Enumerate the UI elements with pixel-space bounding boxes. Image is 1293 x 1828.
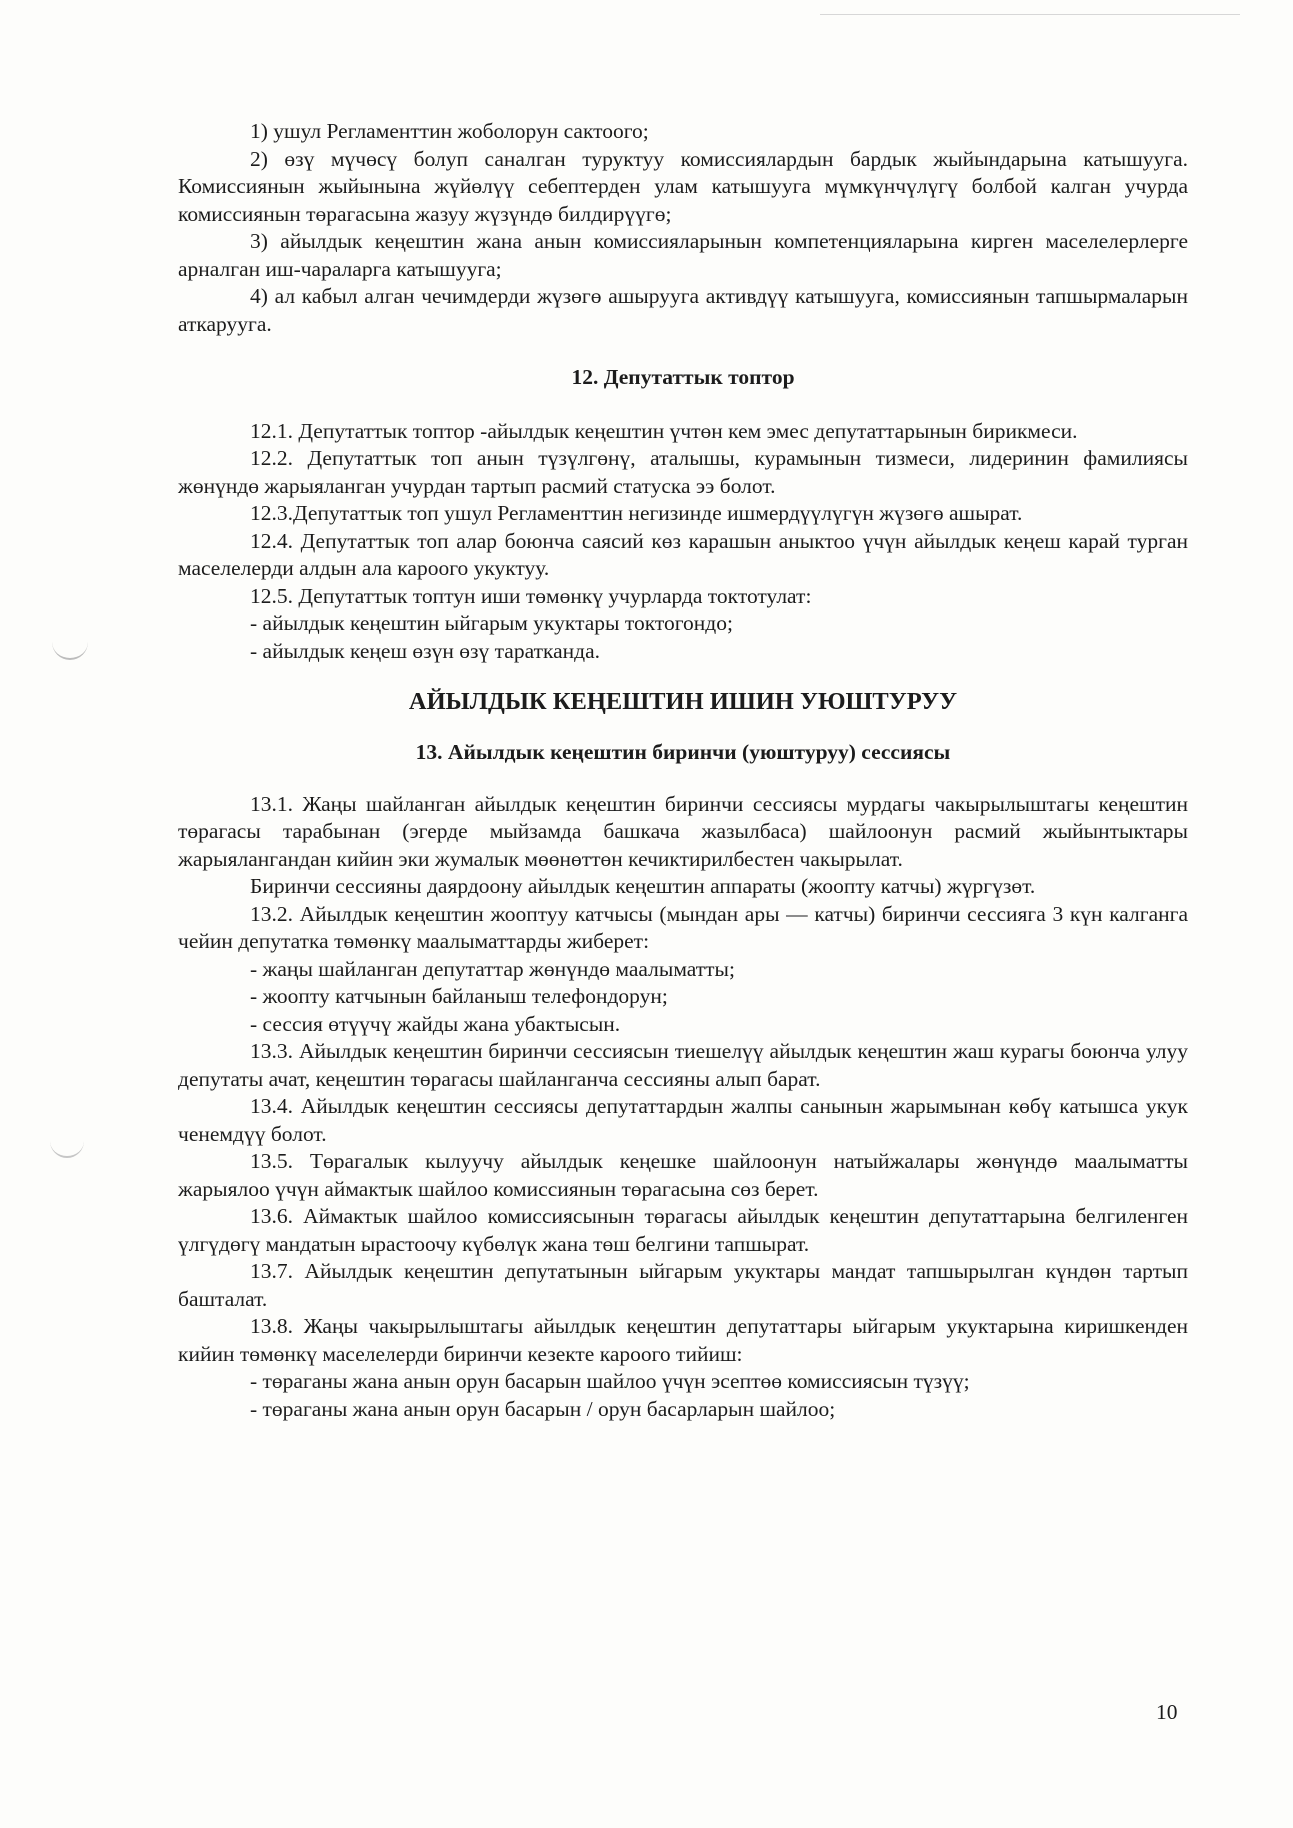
paragraph: 13.6. Аймактык шайлоо комиссиясынын төрагасы айылдык кеңештин депутаттарына белгиленген үлгүдөгү мандатын ырастоочу күбөлүк жана төш белгини тапшырат. xyxy=(178,1204,1188,1256)
paragraph: 13.2. Айылдык кеңештин жооптуу катчысы (мындан ары — катчы) биринчи сессияга 3 күн калганга чейин депутатка төмөнкү маалыматтарды жиберет: xyxy=(178,901,1188,953)
main-heading: АЙЫЛДЫК КЕҢЕШТИН ИШИН УЮШТУРУУ xyxy=(408,688,958,715)
paragraph: 12.4. Депутаттык топ алар боюнча саясий көз карашын аныктоо үчүн айылдык кеңеш карай турган маселелерди алдын ала кароого укуктуу. xyxy=(178,528,1188,580)
paragraph: 13.3. Айылдык кеңештин биринчи сессиясын тиешелүү айылдык кеңештин жаш курагы боюнча улуу депутаты ачат, кеңештин төрагасы шайланганча сессияны алып барат. xyxy=(178,1039,1188,1091)
page-number: 10 xyxy=(1156,1700,1178,1724)
scan-mark xyxy=(52,640,88,660)
paragraph: 12.5. Депутаттык топтун иши төмөнкү учурларда токтотулат: xyxy=(250,583,812,608)
paragraph: 13.1. Жаңы шайланган айылдык кеңештин биринчи сессиясы мурдагы чакырылыштагы кеңештин төрагасы тарабынан (эгерде мыйзамда башкача жазылбаса) шайлоонун расмий жыйынтыктары жарыялангандан кийин эки жумалык мөөнөттөн кечиктирилбестен чакырылат. xyxy=(178,791,1188,871)
dash-item: - айылдык кеңеш өзүн өзү таратканда. xyxy=(250,638,600,663)
dash-item: - төраганы жана анын орун басарын / орун басарларын шайлоо; xyxy=(250,1396,836,1421)
list-item: 1) ушул Регламенттин жоболорун сактоого; xyxy=(250,119,649,143)
section-heading-13: 13. Айылдык кеңештин биринчи (уюштуруу) сессиясы xyxy=(415,740,951,764)
paragraph: 12.2. Депутаттык топ анын түзүлгөнү, аталышы, курамынын тизмеси, лидеринин фамилиясы жөнүндө жарыяланган учурдан тартып расмий статуска ээ болот. xyxy=(178,446,1188,498)
paragraph: 12.1. Депутаттык топтор -айылдык кеңештин үчтөн кем эмес депутаттарынын бирикмеси. xyxy=(250,418,1078,443)
paragraph: 13.8. Жаңы чакырылыштагы айылдык кеңештин депутаттары ыйгарым укуктарына киришкенден кийин төмөнкү маселелерди биринчи кезекте кароого тийиш: xyxy=(178,1314,1188,1366)
document-body xyxy=(178,118,1188,1423)
dash-item: - сессия өтүүчү жайды жана убактысын. xyxy=(250,1011,621,1036)
scan-mark xyxy=(50,1140,84,1158)
list-item: 3) айылдык кеңештин жана анын комиссияларынын компетенцияларына кирген маселелерлерге арналган иш-чараларга катышууга; xyxy=(178,229,1188,281)
dash-item: - жаңы шайланган депутаттар жөнүндө маалыматты; xyxy=(250,956,735,981)
paragraph: 13.4. Айылдык кеңештин сессиясы депутаттардын жалпы санынын жарымынан көбү катышса укук ченемдүү болот. xyxy=(178,1094,1188,1146)
scan-edge-line xyxy=(820,14,1240,15)
paragraph: 13.5. Төрагалык кылуучу айылдык кеңешке шайлоонун натыйжалары жөнүндө маалыматты жарыялоо үчүн аймактык шайлоо комиссиянын төрагасына сөз берет. xyxy=(178,1149,1188,1201)
paragraph: 13.7. Айылдык кеңештин депутатынын ыйгарым укуктары мандат тапшырылган күндөн тартып башталат. xyxy=(178,1259,1188,1311)
section-heading-12: 12. Депутаттык топтор xyxy=(571,365,795,389)
dash-item: - айылдык кеңештин ыйгарым укуктары токтогондо; xyxy=(250,611,733,635)
dash-item: - төраганы жана анын орун басарын шайлоо үчүн эсептөө комиссиясын түзүү; xyxy=(250,1369,970,1393)
paragraph: Биринчи сессияны даярдоону айылдык кеңештин аппараты (жоопту катчы) жүргүзөт. xyxy=(250,874,1036,898)
dash-item: - жоопту катчынын байланыш телефондорун; xyxy=(250,984,668,1008)
list-item: 4) ал кабыл алган чечимдерди жүзөгө ашырууга активдүү катышууга, комиссиянын тапшырмаларын аткарууга. xyxy=(178,284,1188,336)
paragraph: 12.3.Депутаттык топ ушул Регламенттин негизинде ишмердүүлүгүн жүзөгө ашырат. xyxy=(250,501,1023,525)
list-item: 2) өзү мүчөсү болуп саналган туруктуу комиссиялардын бардык жыйындарына катышууга. Комиссиянын жыйынына жүйөлүү себептерден улам катышууга мүмкүнчүлүгү болбой калган учурда комиссиянын төрагасына жазуу жүзүндө билдирүүгө; xyxy=(178,146,1188,226)
